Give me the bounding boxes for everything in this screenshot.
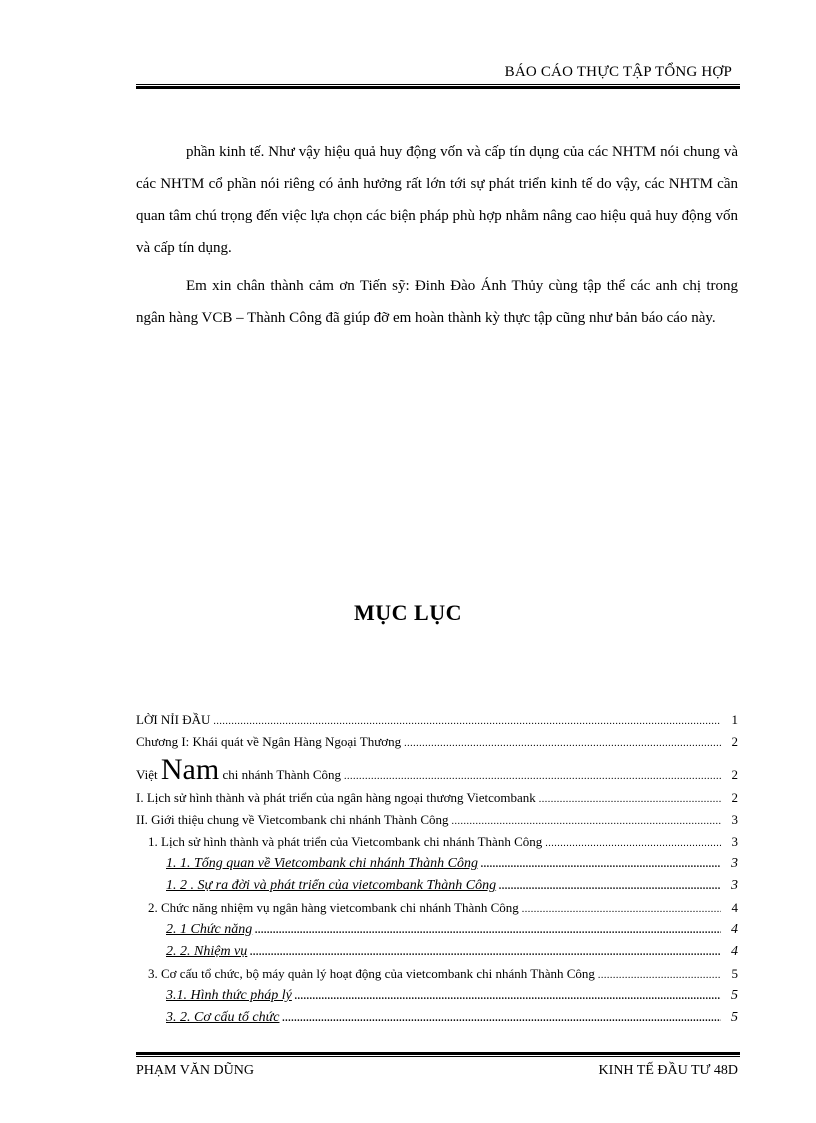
toc-page-number: 3 bbox=[731, 812, 738, 827]
toc-entry-text: 3. 2. Cơ cấu tổ chức bbox=[166, 1010, 280, 1025]
toc-entry[interactable] bbox=[136, 831, 740, 853]
toc-heading: MỤC LỤC bbox=[354, 600, 462, 625]
toc-page-number: 5 bbox=[731, 1010, 738, 1025]
toc-entry[interactable] bbox=[136, 897, 740, 919]
toc-text-big: Nam bbox=[160, 753, 220, 786]
toc-entry-text: 2. Chức năng nhiệm vụ ngân hàng vietcombank chi nhánh Thành Công bbox=[148, 900, 519, 915]
toc-entry[interactable] bbox=[136, 875, 740, 897]
toc-leader bbox=[499, 875, 721, 898]
toc-text-post: chi nhánh Thành Công bbox=[219, 767, 341, 782]
toc-leader bbox=[481, 853, 721, 876]
toc-entry-text: II. Giới thiệu chung về Vietcombank chi nhánh Thành Công bbox=[136, 812, 449, 827]
toc-page-number: 5 bbox=[731, 988, 738, 1003]
footer-class: KINH TẾ ĐẦU TƯ 48D bbox=[598, 1063, 738, 1078]
toc-entry-text: LỜI NỈI ĐẦU bbox=[136, 712, 211, 727]
toc-page-number: 3 bbox=[731, 878, 738, 893]
toc-page-number: 4 bbox=[731, 944, 738, 959]
toc-leader bbox=[250, 941, 721, 964]
toc-leader bbox=[452, 809, 722, 833]
toc-page-number: 2 bbox=[731, 734, 738, 749]
toc-leader bbox=[539, 787, 721, 811]
toc-entry[interactable] bbox=[136, 963, 740, 985]
toc-page-number: 2 bbox=[731, 767, 738, 782]
toc-leader bbox=[545, 831, 721, 855]
toc-entry-text: 1. 1. Tổng quan về Vietcombank chi nhánh Thành Công bbox=[166, 856, 478, 871]
toc-entry[interactable] bbox=[136, 985, 740, 1007]
toc-entry-text: 2. 2. Nhiệm vụ bbox=[166, 944, 248, 959]
toc-entry[interactable] bbox=[136, 809, 740, 831]
toc-entry[interactable] bbox=[136, 1007, 740, 1029]
toc-leader bbox=[282, 1007, 721, 1030]
table-of-contents bbox=[136, 709, 740, 1029]
toc-entry-text: I. Lịch sử hình thành và phát triển của ngân hàng ngoại thương Vietcombank bbox=[136, 790, 536, 805]
toc-entry[interactable] bbox=[136, 787, 740, 809]
toc-entry-text: 3.1. Hình thức pháp lý bbox=[166, 988, 292, 1003]
toc-leader bbox=[255, 919, 721, 942]
toc-page-number: 2 bbox=[731, 790, 738, 805]
toc-entry-text: 1. Lịch sử hình thành và phát triển của Vietcombank chi nhánh Thành Công bbox=[148, 834, 543, 849]
toc-entry[interactable] bbox=[136, 709, 740, 731]
paragraph: phần kinh tế. Như vậy hiệu quả huy động vốn và cấp tín dụng của các NHTM nói chung và các NHTM cổ phần nói riêng có ảnh hưởng rất lớn tới sự phát triển kinh tế do vậy, các NHTM cần quan tâm chú trọng đến việc lựa chọn các biện pháp phù hợp nhằm nâng cao hiệu quả huy động vốn và cấp tín dụng. bbox=[136, 144, 738, 256]
toc-page-number: 4 bbox=[731, 922, 738, 937]
toc-entry-text: 3. Cơ cấu tổ chức, bộ máy quản lý hoạt động của vietcombank chi nhánh Thành Công bbox=[148, 966, 595, 981]
toc-page-number: 3 bbox=[731, 834, 738, 849]
toc-entry-text: 2. 1 Chức năng bbox=[166, 922, 253, 937]
toc-entry[interactable] bbox=[136, 731, 740, 753]
toc-leader bbox=[295, 985, 721, 1008]
toc-page-number: 1 bbox=[731, 712, 738, 727]
toc-page-number: 5 bbox=[731, 966, 738, 981]
toc-leader bbox=[598, 963, 721, 987]
toc-entry[interactable] bbox=[136, 853, 740, 875]
footer-author: PHẠM VĂN DŨNG bbox=[136, 1063, 254, 1078]
toc-entry-text: 1. 2 . Sự ra đời và phát triển của vietcombank Thành Công bbox=[166, 878, 497, 893]
header-rule bbox=[136, 84, 740, 89]
toc-leader bbox=[404, 731, 721, 755]
body-text bbox=[136, 136, 738, 340]
toc-entry[interactable] bbox=[136, 941, 740, 963]
toc-entry-text: Chương I: Khái quát về Ngân Hàng Ngoại Thương bbox=[136, 734, 402, 749]
toc-page-number: 4 bbox=[731, 900, 738, 915]
toc-leader bbox=[213, 709, 721, 733]
paragraph: Em xin chân thành cảm ơn Tiến sỹ: Đinh Đào Ánh Thủy cùng tập thể các anh chị trong ngân hàng VCB – Thành Công đã giúp đỡ em hoàn thành kỳ thực tập cũng như bản báo cáo này. bbox=[136, 278, 738, 326]
footer-rule bbox=[136, 1052, 740, 1057]
toc-entry[interactable] bbox=[136, 919, 740, 941]
toc-leader bbox=[522, 897, 721, 921]
toc-entry[interactable] bbox=[136, 753, 740, 787]
toc-page-number: 3 bbox=[731, 856, 738, 871]
toc-text-pre: Việt bbox=[136, 767, 161, 782]
header-title: BÁO CÁO THỰC TẬP TỔNG HỢP bbox=[504, 64, 732, 80]
